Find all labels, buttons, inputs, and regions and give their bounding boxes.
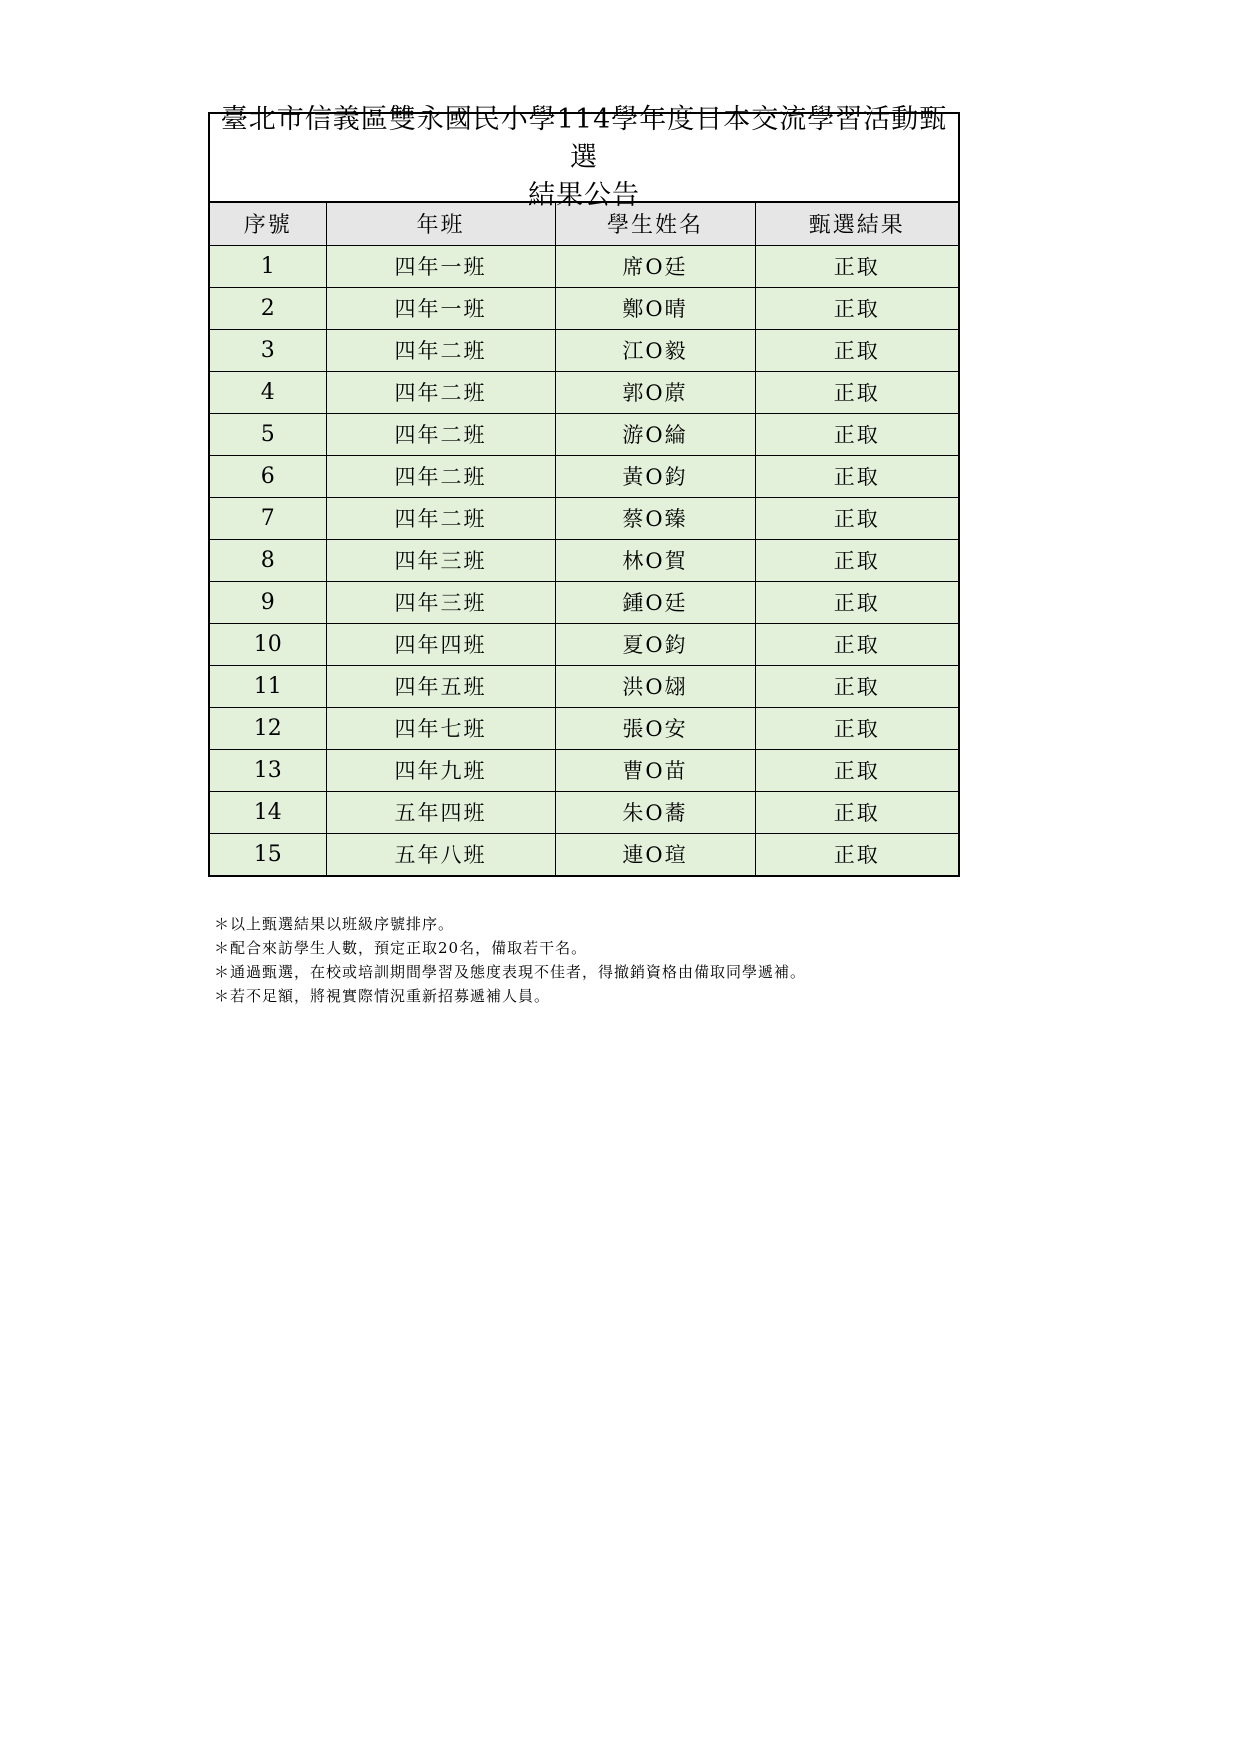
result-cell: 正取: [755, 539, 958, 581]
table-row: [210, 371, 958, 413]
table-row: [210, 833, 958, 875]
serial-number-cell: 10: [210, 623, 326, 665]
serial-number-cell: 15: [210, 833, 326, 875]
footnote: ＊配合來訪學生人數，預定正取20名，備取若干名。: [214, 939, 588, 957]
serial-number-cell: 8: [210, 539, 326, 581]
table-row: [210, 791, 958, 833]
table-row: [210, 413, 958, 455]
header-selection-result: 甄選結果: [755, 203, 958, 245]
serial-number-cell: 12: [210, 707, 326, 749]
table-row: [210, 455, 958, 497]
student-name-cell: 洪O翃: [555, 665, 755, 707]
table-row: [210, 707, 958, 749]
table-row: [210, 623, 958, 665]
result-cell: 正取: [755, 665, 958, 707]
result-cell: 正取: [755, 287, 958, 329]
table-row: [210, 539, 958, 581]
serial-number-cell: 14: [210, 791, 326, 833]
result-cell: 正取: [755, 371, 958, 413]
serial-number-cell: 11: [210, 665, 326, 707]
serial-number-cell: 7: [210, 497, 326, 539]
class-cell: 四年二班: [326, 497, 555, 539]
class-cell: 四年五班: [326, 665, 555, 707]
student-name-cell: 席O廷: [555, 245, 755, 287]
footnotes: [214, 912, 1114, 1008]
result-cell: 正取: [755, 707, 958, 749]
student-name-cell: 夏O鈞: [555, 623, 755, 665]
results-table: [210, 203, 958, 875]
class-cell: 四年二班: [326, 413, 555, 455]
student-name-cell: 曹O苗: [555, 749, 755, 791]
result-cell: 正取: [755, 581, 958, 623]
student-name-cell: 鄭O晴: [555, 287, 755, 329]
table-row: [210, 749, 958, 791]
result-cell: 正取: [755, 791, 958, 833]
table-row: [210, 581, 958, 623]
student-name-cell: 張O安: [555, 707, 755, 749]
class-cell: 四年一班: [326, 287, 555, 329]
result-cell: 正取: [755, 833, 958, 875]
footnote: ＊通過甄選，在校或培訓期間學習及態度表現不佳者，得撤銷資格由備取同學遞補。: [214, 963, 807, 981]
result-cell: 正取: [755, 245, 958, 287]
serial-number-cell: 6: [210, 455, 326, 497]
announcement-title: [210, 103, 958, 211]
serial-number-cell: 2: [210, 287, 326, 329]
result-cell: 正取: [755, 497, 958, 539]
footnote: ＊以上甄選結果以班級序號排序。: [214, 915, 455, 933]
student-name-cell: 游O綸: [555, 413, 755, 455]
class-cell: 四年三班: [326, 539, 555, 581]
title-line-2: 結果公告: [528, 179, 640, 211]
serial-number-cell: 9: [210, 581, 326, 623]
header-class: 年班: [326, 203, 555, 245]
results-announcement: [208, 103, 960, 877]
serial-number-cell: 4: [210, 371, 326, 413]
class-cell: 四年七班: [326, 707, 555, 749]
student-name-cell: 連O瑄: [555, 833, 755, 875]
class-cell: 四年四班: [326, 623, 555, 665]
footnote: ＊若不足額，將視實際情況重新招募遞補人員。: [214, 987, 551, 1005]
result-cell: 正取: [755, 623, 958, 665]
serial-number-cell: 1: [210, 245, 326, 287]
title-line-1: 臺北市信義區雙永國民小學114學年度日本交流學習活動甄選: [220, 103, 948, 173]
class-cell: 四年二班: [326, 329, 555, 371]
header-serial-number: 序號: [210, 203, 326, 245]
class-cell: 四年三班: [326, 581, 555, 623]
class-cell: 四年一班: [326, 245, 555, 287]
class-cell: 四年九班: [326, 749, 555, 791]
student-name-cell: 朱O蕎: [555, 791, 755, 833]
table-row: [210, 329, 958, 371]
student-name-cell: 蔡O臻: [555, 497, 755, 539]
result-cell: 正取: [755, 749, 958, 791]
result-cell: 正取: [755, 413, 958, 455]
table-row: [210, 497, 958, 539]
serial-number-cell: 5: [210, 413, 326, 455]
student-name-cell: 郭O蒝: [555, 371, 755, 413]
student-name-cell: 黃O鈞: [555, 455, 755, 497]
serial-number-cell: 13: [210, 749, 326, 791]
serial-number-cell: 3: [210, 329, 326, 371]
student-name-cell: 鍾O廷: [555, 581, 755, 623]
class-cell: 四年二班: [326, 371, 555, 413]
student-name-cell: 林O賀: [555, 539, 755, 581]
table-row: [210, 287, 958, 329]
class-cell: 五年八班: [326, 833, 555, 875]
table-row: [210, 665, 958, 707]
table-row: [210, 245, 958, 287]
class-cell: 四年二班: [326, 455, 555, 497]
header-student-name: 學生姓名: [555, 203, 755, 245]
student-name-cell: 江O毅: [555, 329, 755, 371]
result-cell: 正取: [755, 329, 958, 371]
class-cell: 五年四班: [326, 791, 555, 833]
result-cell: 正取: [755, 455, 958, 497]
